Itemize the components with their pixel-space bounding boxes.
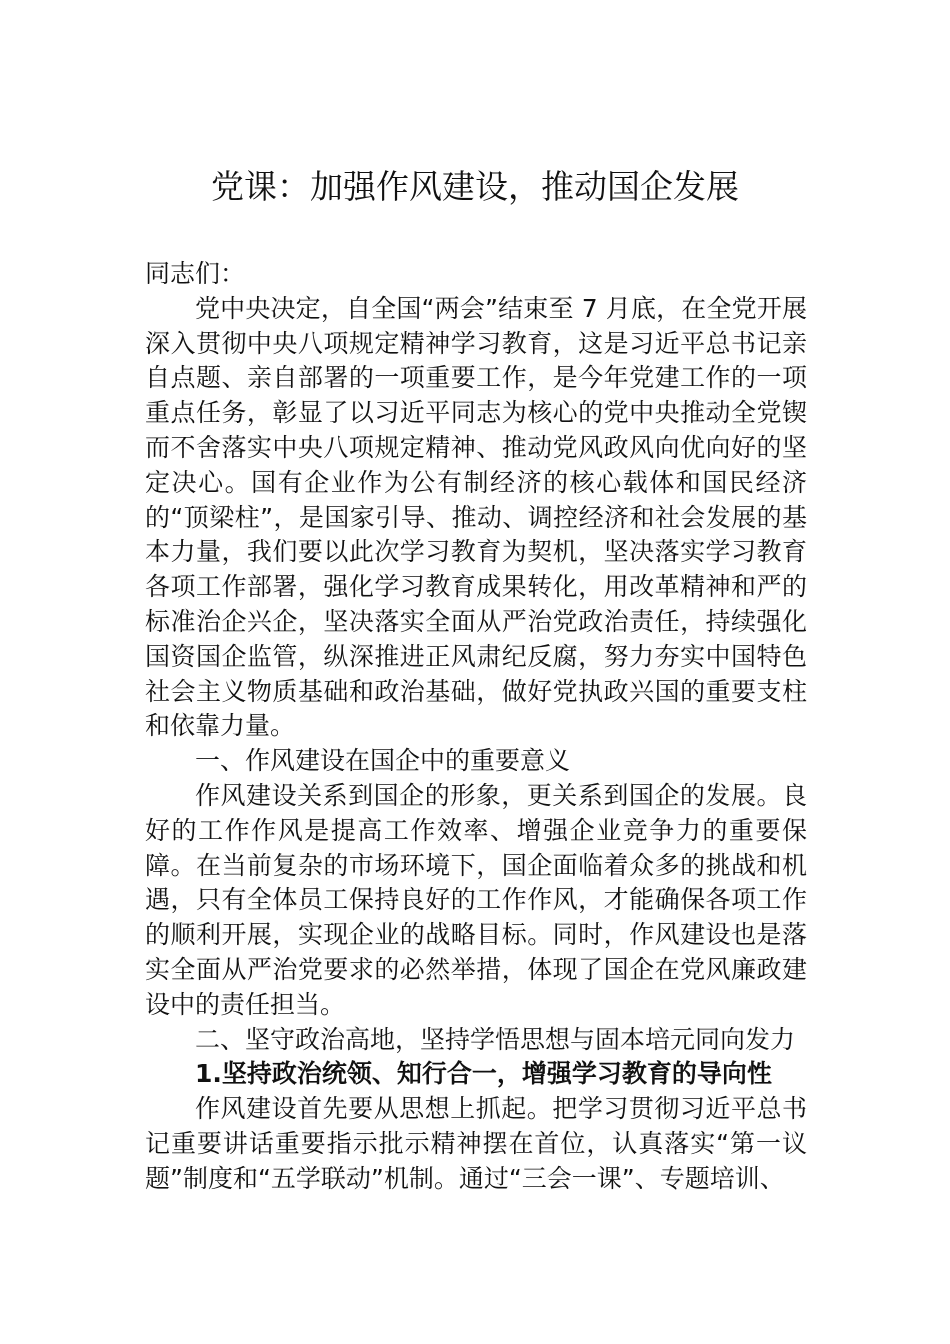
paragraph-intro: 党中央决定，自全国“两会”结束至 7 月底，在全党开展深入贯彻中央八项规定精神学习教育，这是习近平总书记亲自点题、亲自部署的一项重要工作，是今年党建工作的一项重点任务，彰显了以习近平同志为核心的党中央推动全党锲而不舍落实中央八项规定精神、推动党风政风向优向好的坚定决心。国有企业作为公有制经济的核心载体和国民经济的“顶梁柱”，是国家引导、推动、调控经济和社会发展的基本力量，我们要以此次学习教育为契机，坚决落实学习教育各项工作部署，强化学习教育成果转化，用改革精神和严的标准治企兴企，坚决落实全面从严治党政治责任，持续强化国资国企监管，纵深推进正风肃纪反腐，努力夯实中国特色社会主义物质基础和政治基础，做好党执政兴国的重要支柱和依靠力量。 xyxy=(145,293,807,741)
subsection-heading-1: 1.坚持政治统领、知行合一，增强学习教育的导向性 xyxy=(195,1059,772,1089)
section-heading-2: 二、坚守政治高地，坚持学悟思想与固本培元同向发力 xyxy=(195,1024,796,1054)
paragraph-subsection-1: 作风建设首先要从思想上抓起。把学习贯彻习近平总书记重要讲话重要指示批示精神摆在首位，认真落实“第一议题”制度和“五学联动”机制。通过“三会一课”、专题培训、 xyxy=(145,1094,807,1193)
section-heading-1: 一、作风建设在国企中的重要意义 xyxy=(195,746,571,776)
document-body xyxy=(145,257,807,1197)
salutation: 同志们： xyxy=(145,259,246,288)
document-title: 党课：加强作风建设，推动国企发展 xyxy=(211,167,739,206)
paragraph-section-1: 作风建设关系到国企的形象，更关系到国企的发展。良好的工作作风是提高工作效率、增强企业竞争力的重要保障。在当前复杂的市场环境下，国企面临着众多的挑战和机遇，只有全体员工保持良好的工作作风，才能确保各项工作的顺利开展，实现企业的战略目标。同时，作风建设也是落实全面从严治党要求的必然举措，体现了国企在党风廉政建设中的责任担当。 xyxy=(145,780,807,1019)
